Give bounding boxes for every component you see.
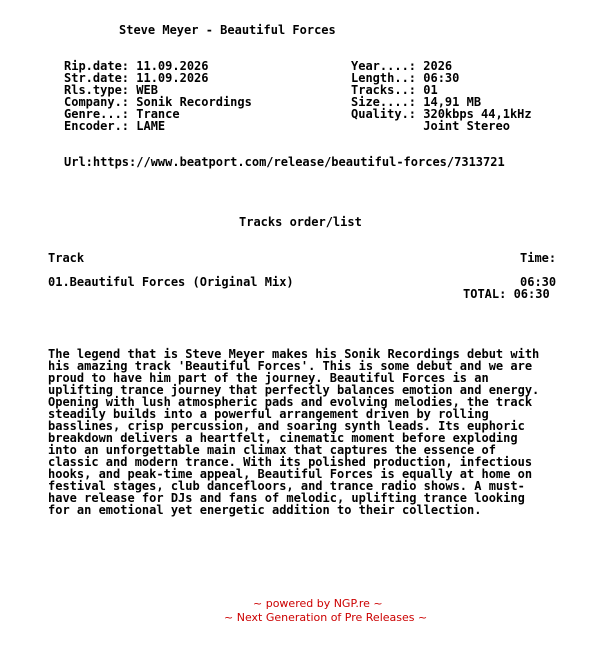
tagline-footer[interactable]: ~ Next Generation of Pre Releases ~ xyxy=(224,611,428,624)
rip-date: Rip.date: 11.09.2026 xyxy=(64,59,209,73)
description-line: steadily builds into a powerful arrangement driven by rolling xyxy=(48,407,489,421)
description-line: The legend that is Steve Meyer makes his Sonik Recordings debut with xyxy=(48,347,540,361)
encoder: Encoder.: LAME xyxy=(64,119,166,133)
release-description xyxy=(48,348,596,516)
description-line: Opening with lush atmospheric pads and evolving melodies, the track xyxy=(48,395,533,409)
description-line: his amazing track 'Beautiful Forces'. This is some debut and we are xyxy=(48,359,533,373)
description-line: classic and modern trance. With its polished production, infectious xyxy=(48,455,533,469)
time-column-label: Time: xyxy=(520,251,557,265)
description-line: for an emotional yet energetic addition to their collection. xyxy=(48,503,482,517)
genre: Genre...: Trance xyxy=(64,107,180,121)
tracks-count: Tracks..: 01 xyxy=(351,83,438,97)
track-title: 01.Beautiful Forces (Original Mix) xyxy=(48,275,294,289)
company: Company.: Sonik Recordings xyxy=(64,95,252,109)
description-line: hooks, and peak-time appeal, Beautiful Forces is equally at home on xyxy=(48,467,533,481)
description-line: uplifting trance journey that perfectly balances emotion and energy. xyxy=(48,383,540,397)
stereo-mode: Joint Stereo xyxy=(351,119,510,133)
powered-by-footer[interactable]: ~ powered by NGP.re ~ xyxy=(253,597,383,610)
quality: Quality.: 320kbps 44,1kHz xyxy=(351,107,532,121)
length: Length..: 06:30 xyxy=(351,71,460,85)
description-line: basslines, crisp percussion, and soaring synth leads. Its euphoric xyxy=(48,419,525,433)
description-line: festival stages, club dancefloors, and trance radio shows. A must- xyxy=(48,479,525,493)
total-time: TOTAL: 06:30 xyxy=(463,287,550,301)
description-line: have release for DJs and fans of melodic, uplifting trance looking xyxy=(48,491,525,505)
release-url[interactable]: Url:https://www.beatport.com/release/beautiful-forces/7313721 xyxy=(64,155,505,169)
size: Size....: 14,91 MB xyxy=(351,95,482,109)
year: Year....: 2026 xyxy=(351,59,453,73)
tracklist-heading: Tracks order/list xyxy=(239,215,362,229)
description-line: into an unforgettable main climax that captures the essence of xyxy=(48,443,496,457)
street-date: Str.date: 11.09.2026 xyxy=(64,71,209,85)
release-title: Steve Meyer - Beautiful Forces xyxy=(119,23,336,37)
description-line: proud to have him part of the journey. Beautiful Forces is an xyxy=(48,371,489,385)
release-type: Rls.type: WEB xyxy=(64,83,158,97)
track-column-label: Track xyxy=(48,251,85,265)
description-line: breakdown delivers a heartfelt, cinematic moment before exploding xyxy=(48,431,518,445)
track-time: 06:30 xyxy=(520,275,557,289)
